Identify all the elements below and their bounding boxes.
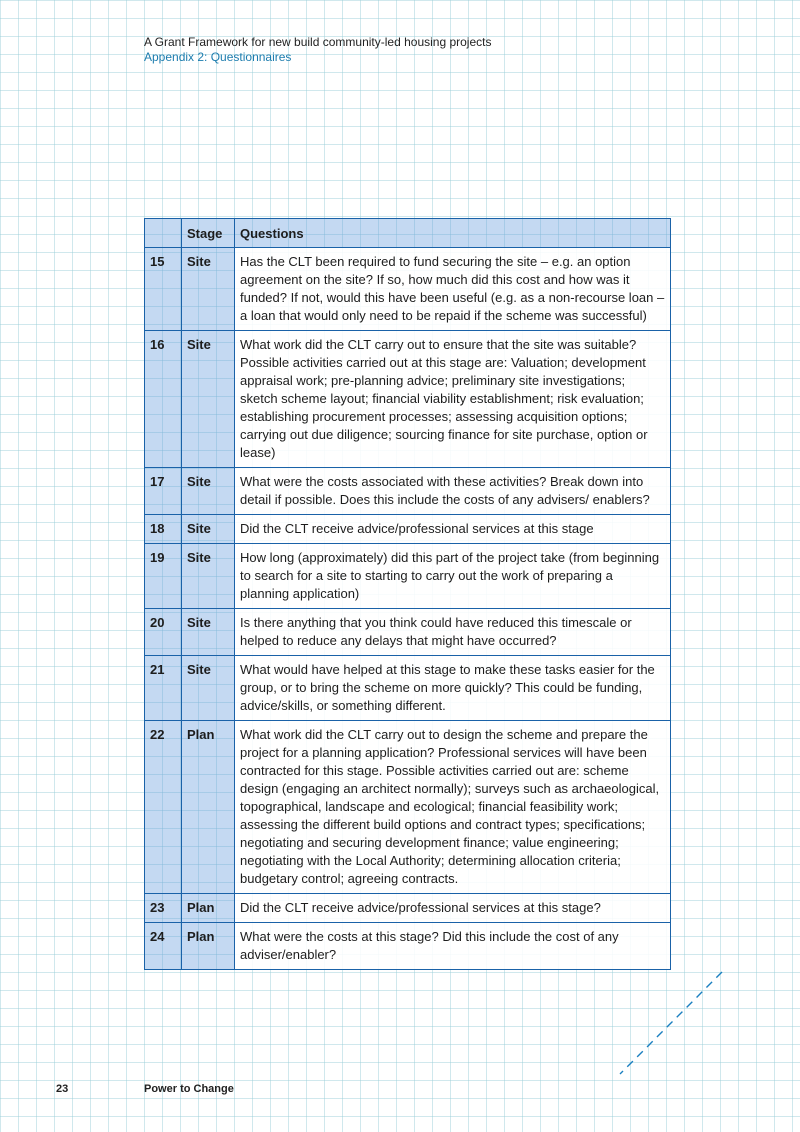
row-stage: Plan (182, 894, 235, 923)
header-questions: Questions (235, 219, 671, 248)
row-stage: Site (182, 468, 235, 515)
row-question: Has the CLT been required to fund securing the site – e.g. an option agreement on the site? If so, how much did this cost and how was it funded? If not, would this have been useful (e.g. as a non-recourse loan – a loan that would only need to be repaid if the scheme was successful) (235, 248, 671, 331)
row-question: How long (approximately) did this part of the project take (from beginning to search for a site to starting to carry out the work of preparing a planning application) (235, 544, 671, 609)
row-stage: Site (182, 609, 235, 656)
row-number: 18 (145, 515, 182, 544)
row-question: Did the CLT receive advice/professional services at this stage (235, 515, 671, 544)
appendix-subtitle: Appendix 2: Questionnaires (144, 50, 292, 64)
footer-organization: Power to Change (144, 1083, 234, 1095)
row-stage: Site (182, 656, 235, 721)
row-question: What work did the CLT carry out to ensure that the site was suitable? Possible activities carried out at this stage are: Valuation; development appraisal work; pre-planning advice; preliminary site investigations; sketch scheme layout; financial viability establishment; risk evaluation; establishing procurement processes; assessing acquisition options; carrying out due diligence; sourcing finance for site purchase, option or lease) (235, 331, 671, 468)
page-number: 23 (56, 1083, 69, 1095)
row-number: 17 (145, 468, 182, 515)
row-question: What would have helped at this stage to make these tasks easier for the group, or to bring the scheme on more quickly? This could be funding, advice/skills, or something different. (235, 656, 671, 721)
table-header-row (145, 219, 671, 248)
table-row (145, 609, 671, 656)
table-row (145, 248, 671, 331)
row-question: Is there anything that you think could have reduced this timescale or helped to reduce any delays that might have occurred? (235, 609, 671, 656)
table-row (145, 721, 671, 894)
row-number: 24 (145, 923, 182, 970)
row-stage: Site (182, 544, 235, 609)
header-stage: Stage (182, 219, 235, 248)
table-row (145, 894, 671, 923)
row-stage: Plan (182, 721, 235, 894)
row-stage: Site (182, 515, 235, 544)
questions-table (144, 218, 671, 970)
row-stage: Plan (182, 923, 235, 970)
table-row (145, 468, 671, 515)
row-number: 21 (145, 656, 182, 721)
row-question: What were the costs at this stage? Did this include the cost of any adviser/enabler? (235, 923, 671, 970)
row-number: 19 (145, 544, 182, 609)
page-header (144, 35, 491, 65)
row-question: What were the costs associated with these activities? Break down into detail if possible. Does this include the costs of any advisers/ enablers? (235, 468, 671, 515)
document-title: A Grant Framework for new build community-led housing projects (144, 35, 492, 49)
row-stage: Site (182, 248, 235, 331)
row-number: 23 (145, 894, 182, 923)
table-row (145, 331, 671, 468)
table-row (145, 923, 671, 970)
row-number: 16 (145, 331, 182, 468)
header-number (145, 219, 182, 248)
row-number: 20 (145, 609, 182, 656)
row-number: 22 (145, 721, 182, 894)
table-row (145, 544, 671, 609)
table-row (145, 656, 671, 721)
row-question: Did the CLT receive advice/professional services at this stage? (235, 894, 671, 923)
table-row (145, 515, 671, 544)
row-question: What work did the CLT carry out to design the scheme and prepare the project for a planning application? Professional services will have been contracted for this stage. Possible activities carried out are: scheme design (engaging an architect normally); surveys such as archaeological, topographical, landscape and ecological; financial feasibility work; assessing the different build options and contract types; specifications; negotiating and securing development finance; value engineering; negotiating with the Local Authority; determining allocation criteria; budgetary control; agreeing contracts. (235, 721, 671, 894)
row-stage: Site (182, 331, 235, 468)
row-number: 15 (145, 248, 182, 331)
